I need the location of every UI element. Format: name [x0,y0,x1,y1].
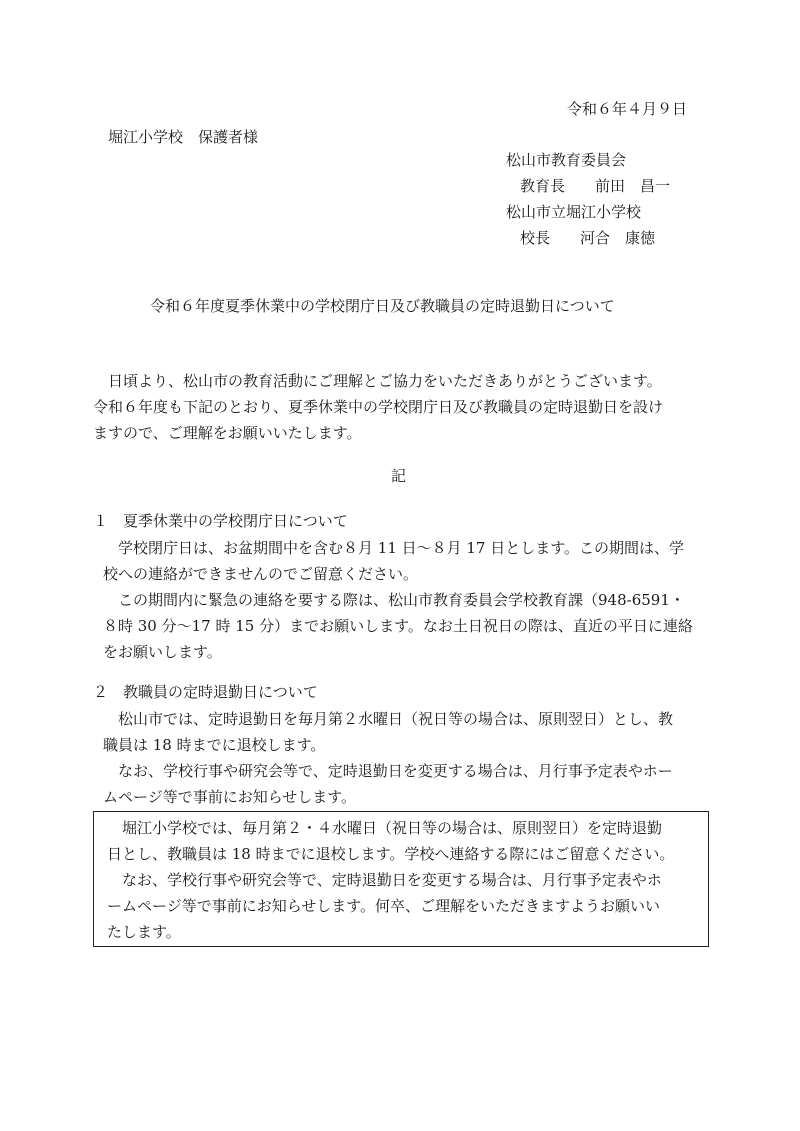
section2-line: 松山市では、定時退勤日を毎月第２水曜日（祝日等の場合は、原則翌日）とし、教 [118,710,674,728]
section2-line: 職員は 18 時までに退校します。 [103,736,326,754]
section1-line: この期間内に緊急の連絡を要する際は、松山市教育委員会学校教育課（948-6591・ [118,591,685,609]
sender-org-2: 松山市立堀江小学校 [506,203,642,221]
notice-body [97,815,674,945]
notice-line: 堀江小学校では、毎月第２・４水曜日（祝日等の場合は、原則翌日）を定時退勤 [122,819,663,837]
section2-line: ムページ等で事前にお知らせします。 [103,788,357,806]
notice-line: ームページ等で事前にお知らせします。何卒、ご理解をいただきますようお願いい [107,897,661,915]
section1-line: ８時 30 分～17 時 15 分）までお願いします。なお土日祝日の際は、直近の平日に連絡 [103,617,693,635]
intro-paragraph [93,368,664,446]
ki-mark: 記 [391,467,407,485]
intro-line: 日頃より、松山市の教育活動にご理解とご協力をいただきありがとうございます。 [108,372,662,390]
sender-title-1: 教育長 前田 昌一 [520,177,671,195]
issue-date: 令和６年４月９日 [567,100,688,118]
section1-line: をお願いします。 [103,643,222,661]
section1-heading: １ 夏季休業中の学校閉庁日について [93,512,348,530]
school-notice-box [93,811,709,947]
recipient: 堀江小学校 保護者様 [108,128,259,146]
notice-line: たします。 [107,923,181,941]
notice-line: なお、学校行事や研究会等で、定時退勤日を変更する場合は、月行事予定表やホ [122,871,662,889]
notice-line: 日とし、教職員は 18 時までに退校します。学校へ連絡する際にはご留意ください。 [107,845,675,863]
section1-line: 学校閉庁日は、お盆期間中を含む８月 11 日～８月 17 日とします。この期間は、学 [118,539,685,557]
intro-line: ますので、ご理解をお願いいたします。 [93,424,362,442]
section1-line: 校への連絡ができませんのでご留意ください。 [103,565,419,583]
section1-body [93,535,693,665]
sender-title-2: 校長 河合 康徳 [520,229,656,247]
section2-heading: ２ 教職員の定時退勤日について [93,683,318,701]
intro-line: 令和６年度も下記のとおり、夏季休業中の学校閉庁日及び教職員の定時退勤日を設け [93,398,664,416]
sender-org-1: 松山市教育委員会 [506,151,627,169]
section2-line: なお、学校行事や研究会等で、定時退勤日を変更する場合は、月行事予定表やホー [118,762,673,780]
section2-body [93,706,673,810]
document-title: 令和６年度夏季休業中の学校閉庁日及び教職員の定時退勤日について [150,297,615,315]
